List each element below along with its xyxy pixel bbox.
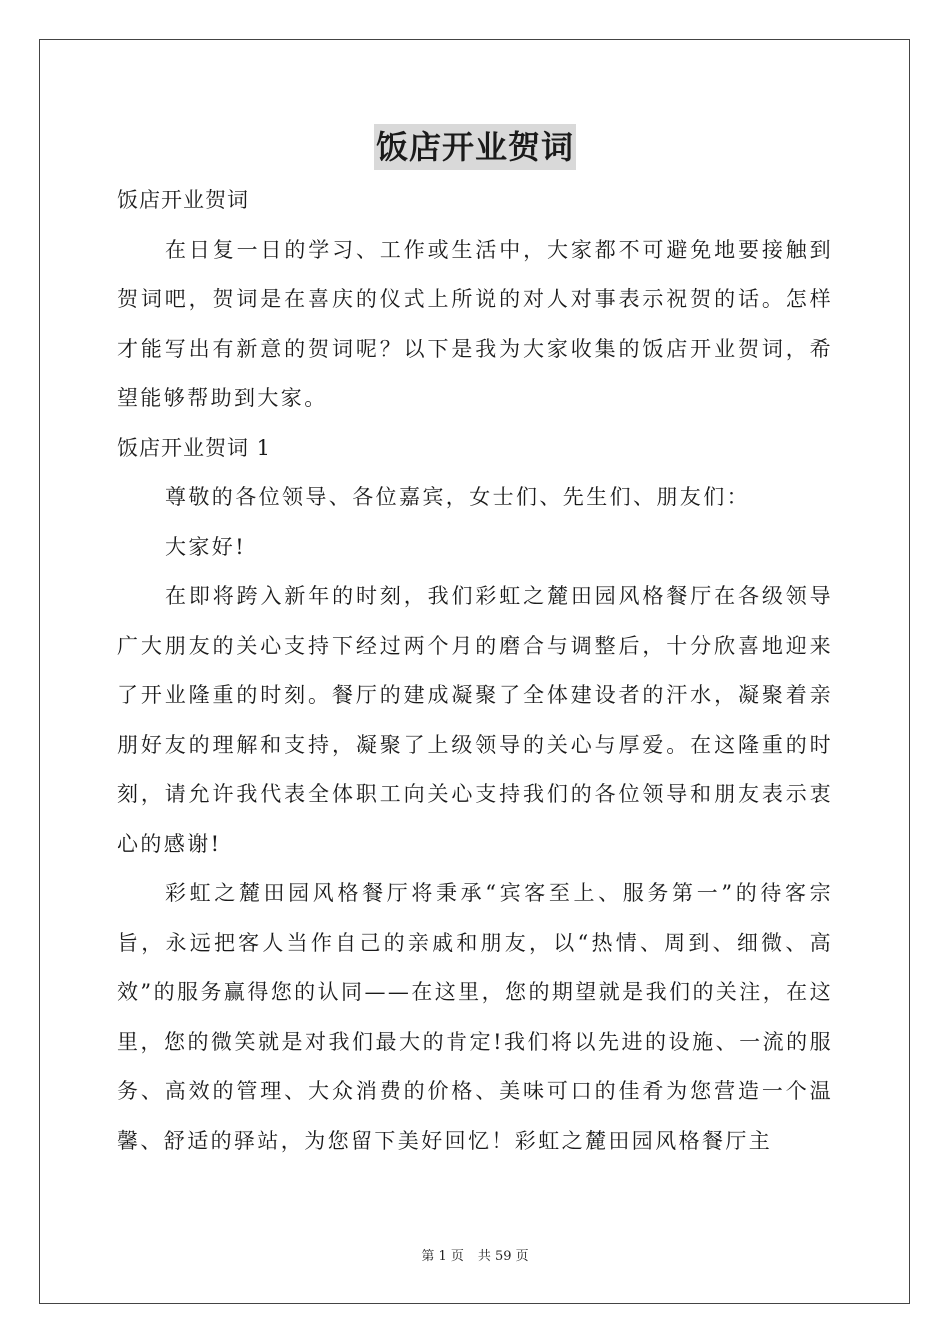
page-number-total: 共 59 页 bbox=[477, 1249, 529, 1264]
body-paragraph: 在即将跨入新年的时刻，我们彩虹之麓田园风格餐厅在各级领导广大朋友的关心支持下经过两个月的磨合与调整后，十分欣喜地迎来了开业隆重的时刻。餐厅的建成凝聚了全体建设者的汗水，凝聚着亲朋好友的理解和支持，凝聚了上级领导的关心与厚爱。在这隆重的时刻，请允许我代表全体职工向关心支持我们的各位领导和朋友表示衷心的感谢! bbox=[117, 584, 833, 856]
body-paragraph: 在日复一日的学习、工作或生活中，大家都不可避免地要接触到贺词吧，贺词是在喜庆的仪式上所说的对人对事表示祝贺的话。怎样才能写出有新意的贺词呢？以下是我为大家收集的饭店开业贺词，希望能够帮助到大家。 bbox=[117, 237, 833, 410]
page-number-current: 第 1 页 bbox=[421, 1249, 464, 1264]
section-heading: 饭店开业贺词 1 bbox=[117, 435, 272, 460]
document-body bbox=[117, 176, 833, 1166]
page-footer bbox=[0, 1248, 950, 1266]
body-paragraph: 彩虹之麓田园风格餐厅将秉承“宾客至上、服务第一”的待客宗旨，永远把客人当作自己的亲戚和朋友，以“热情、周到、细微、高效”的服务赢得您的认同——在这里，您的期望就是我们的关注，在这里，您的微笑就是对我们最大的肯定!我们将以先进的设施、一流的服务、高效的管理、大众消费的价格、美味可口的佳肴为您营造一个温馨、舒适的驿站，为您留下美好回忆！彩虹之麓田园风格餐厅主 bbox=[117, 881, 833, 1153]
title-container bbox=[0, 124, 950, 170]
body-paragraph: 尊敬的各位领导、各位嘉宾，女士们、先生们、朋友们： bbox=[165, 485, 750, 509]
body-paragraph: 大家好! bbox=[165, 534, 247, 559]
section-heading: 饭店开业贺词 bbox=[117, 188, 249, 212]
document-title: 饭店开业贺词 bbox=[374, 124, 576, 170]
